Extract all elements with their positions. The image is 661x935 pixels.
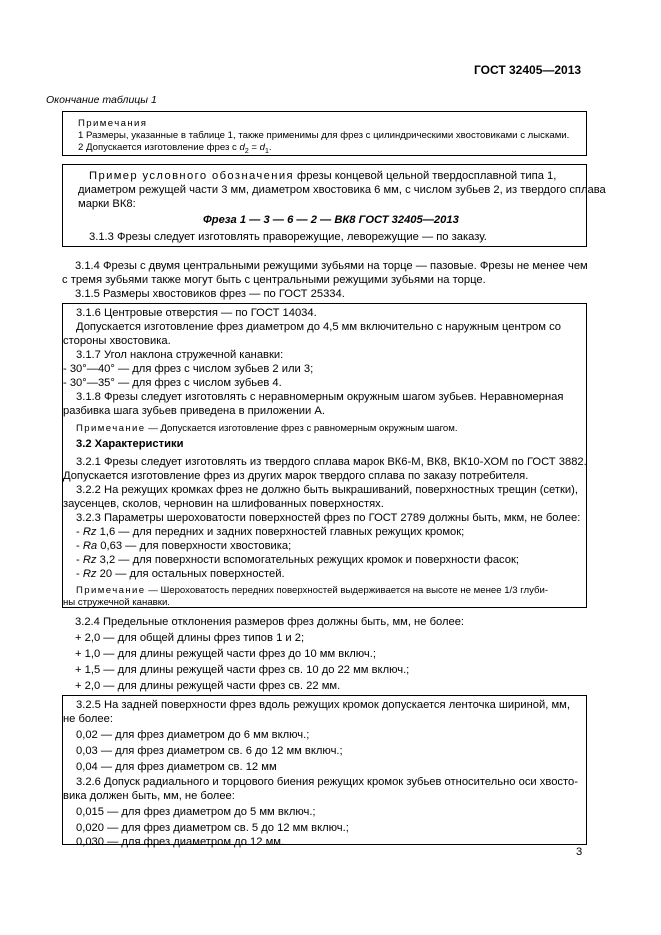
- characteristics-box: [62, 303, 587, 608]
- para-3-2-6-line-2: вика должен быть, мм, не более:: [63, 790, 235, 802]
- notes-box: [62, 111, 587, 156]
- para-3-1-8-line-2: разбивка шага зубьев приведена в приложении А.: [63, 405, 325, 417]
- table-caption: Окончание таблицы 1: [46, 94, 157, 106]
- tolerance-item: + 2,0 — для длины режущей части фрез св. 22 мм.: [75, 680, 341, 692]
- para-3-1-6: 3.1.6 Центровые отверстия — по ГОСТ 14034.: [76, 307, 317, 319]
- para-3-2-4: 3.2.4 Предельные отклонения размеров фрез должны быть, мм, не более:: [75, 616, 465, 628]
- designation: Фреза 1 — 3 — 6 — 2 — ВК8 ГОСТ 32405—2013: [203, 214, 459, 226]
- section-3-2-heading: 3.2 Характеристики: [76, 438, 184, 450]
- para-3-2-2-line-2: заусенцев, сколов, черновин на шлифованных поверхностях.: [63, 498, 384, 510]
- para-3-2-1-line-1: 3.2.1 Фрезы следует изготовлять из твердого сплава марок ВК6-М, ВК8, ВК10-ХОМ по ГОСТ 3882.: [76, 456, 587, 468]
- notes-title: Примечания: [78, 118, 148, 129]
- para-3-2-3: 3.2.3 Параметры шероховатости поверхностей фрез по ГОСТ 2789 должны быть, мкм, не более:: [76, 512, 581, 524]
- note-roughness-line-1: Примечание — Шероховатость передних поверхностей выдерживается на высоте не менее 1/3 глуби-: [76, 585, 549, 596]
- runout-item: 0,030 — для фрез диаметром до 12 мм.: [76, 836, 285, 848]
- para-3-2-2-line-1: 3.2.2 На режущих кромках фрез не должно быть выкрашиваний, поверхностных трещин (сетки),: [76, 484, 578, 496]
- para-3-1-6b-line-2: стороны хвостовика.: [63, 335, 171, 347]
- land-width-item: 0,04 — для фрез диаметром св. 12 мм: [76, 761, 277, 773]
- para-3-1-5: 3.1.5 Размеры хвостовиков фрез — по ГОСТ 25334.: [75, 288, 345, 300]
- note-uniform-pitch: Примечание — Допускается изготовление фрез с равномерным окружным шагом.: [76, 423, 458, 434]
- example-line-3: марки ВК8:: [78, 198, 136, 210]
- example-box: [62, 164, 606, 247]
- note-roughness-line-2: ны стружечной канавки.: [63, 597, 170, 608]
- para-3-2-6-line-1: 3.2.6 Допуск радиального и торцового биения режущих кромок зубьев относительно оси хвосто-: [76, 776, 578, 788]
- para-3-1-6b-line-1: Допускается изготовление фрез диаметром до 4,5 мм включительно с наружным центром со: [76, 321, 562, 333]
- document-header: ГОСТ 32405—2013: [474, 63, 582, 77]
- roughness-item: - Ra 0,63 — для поверхности хвостовика;: [76, 540, 292, 552]
- para-3-1-8-line-1: 3.1.8 Фрезы следует изготовлять с неравномерным окружным шагом зубьев. Неравномерная: [76, 391, 564, 403]
- tolerance-item: + 1,0 — для длины режущей части фрез до 10 мм включ.;: [75, 648, 376, 660]
- runout-box: [62, 695, 587, 848]
- note-2: 2 Допускается изготовление фрез с $d_2 = d_1$.: [78, 142, 272, 155]
- note-1: 1 Размеры, указанные в таблице 1, также применимы для фрез с цилиндрическими хвостовиками с лысками.: [78, 130, 570, 141]
- land-width-item: 0,03 — для фрез диаметром св. 6 до 12 мм включ.;: [76, 745, 343, 757]
- para-3-1-7b: - 30°—35° — для фрез с числом зубьев 4.: [63, 377, 282, 389]
- roughness-item: - Rz 20 — для остальных поверхностей.: [76, 568, 285, 580]
- para-3-1-7a: - 30°—40° — для фрез с числом зубьев 2 или 3;: [63, 363, 314, 375]
- page-number: 3: [576, 846, 583, 858]
- roughness-item: - Rz 3,2 — для поверхности вспомогательных режущих кромок и поверхности фасок;: [76, 554, 519, 566]
- para-3-1-4-line-1: 3.1.4 Фрезы с двумя центральными режущими зубьями на торце — пазовые. Фрезы не менее чем: [75, 260, 588, 272]
- land-width-item: 0,02 — для фрез диаметром до 6 мм включ.;: [76, 729, 310, 741]
- para-3-2-5-line-2: не более:: [63, 713, 113, 725]
- para-3-1-4-line-2: с тремя зубьями также могут быть с центральными режущими зубьями на торце.: [62, 274, 486, 286]
- example-line-2: диаметром режущей части 3 мм, диаметром хвостовика 6 мм, с числом зубьев 2, из твердого сплава: [78, 184, 606, 196]
- para-3-2-1-line-2: Допускается изготовление фрез из других марок твердого сплава по заказу потребителя.: [63, 470, 529, 482]
- tolerance-item: + 2,0 — для общей длины фрез типов 1 и 2;: [75, 632, 305, 644]
- para-3-1-3: 3.1.3 Фрезы следует изготовлять праворежущие, леворежущие — по заказу.: [89, 231, 487, 243]
- tolerance-item: + 1,5 — для длины режущей части фрез св. 10 до 22 мм включ.;: [75, 664, 410, 676]
- para-3-2-5-line-1: 3.2.5 На задней поверхности фрез вдоль режущих кромок допускается ленточка шириной, мм,: [76, 699, 570, 711]
- roughness-item: - Rz 1,6 — для передних и задних поверхностей главных режущих кромок;: [76, 526, 465, 538]
- runout-item: 0,020 — для фрез диаметром св. 5 до 12 мм включ.;: [76, 822, 349, 834]
- para-3-1-7: 3.1.7 Угол наклона стружечной канавки:: [76, 349, 284, 361]
- runout-item: 0,015 — для фрез диаметром до 5 мм включ.;: [76, 806, 316, 818]
- example-line-1: Пример условного обозначения фрезы концевой цельной твердосплавной типа 1,: [89, 170, 557, 182]
